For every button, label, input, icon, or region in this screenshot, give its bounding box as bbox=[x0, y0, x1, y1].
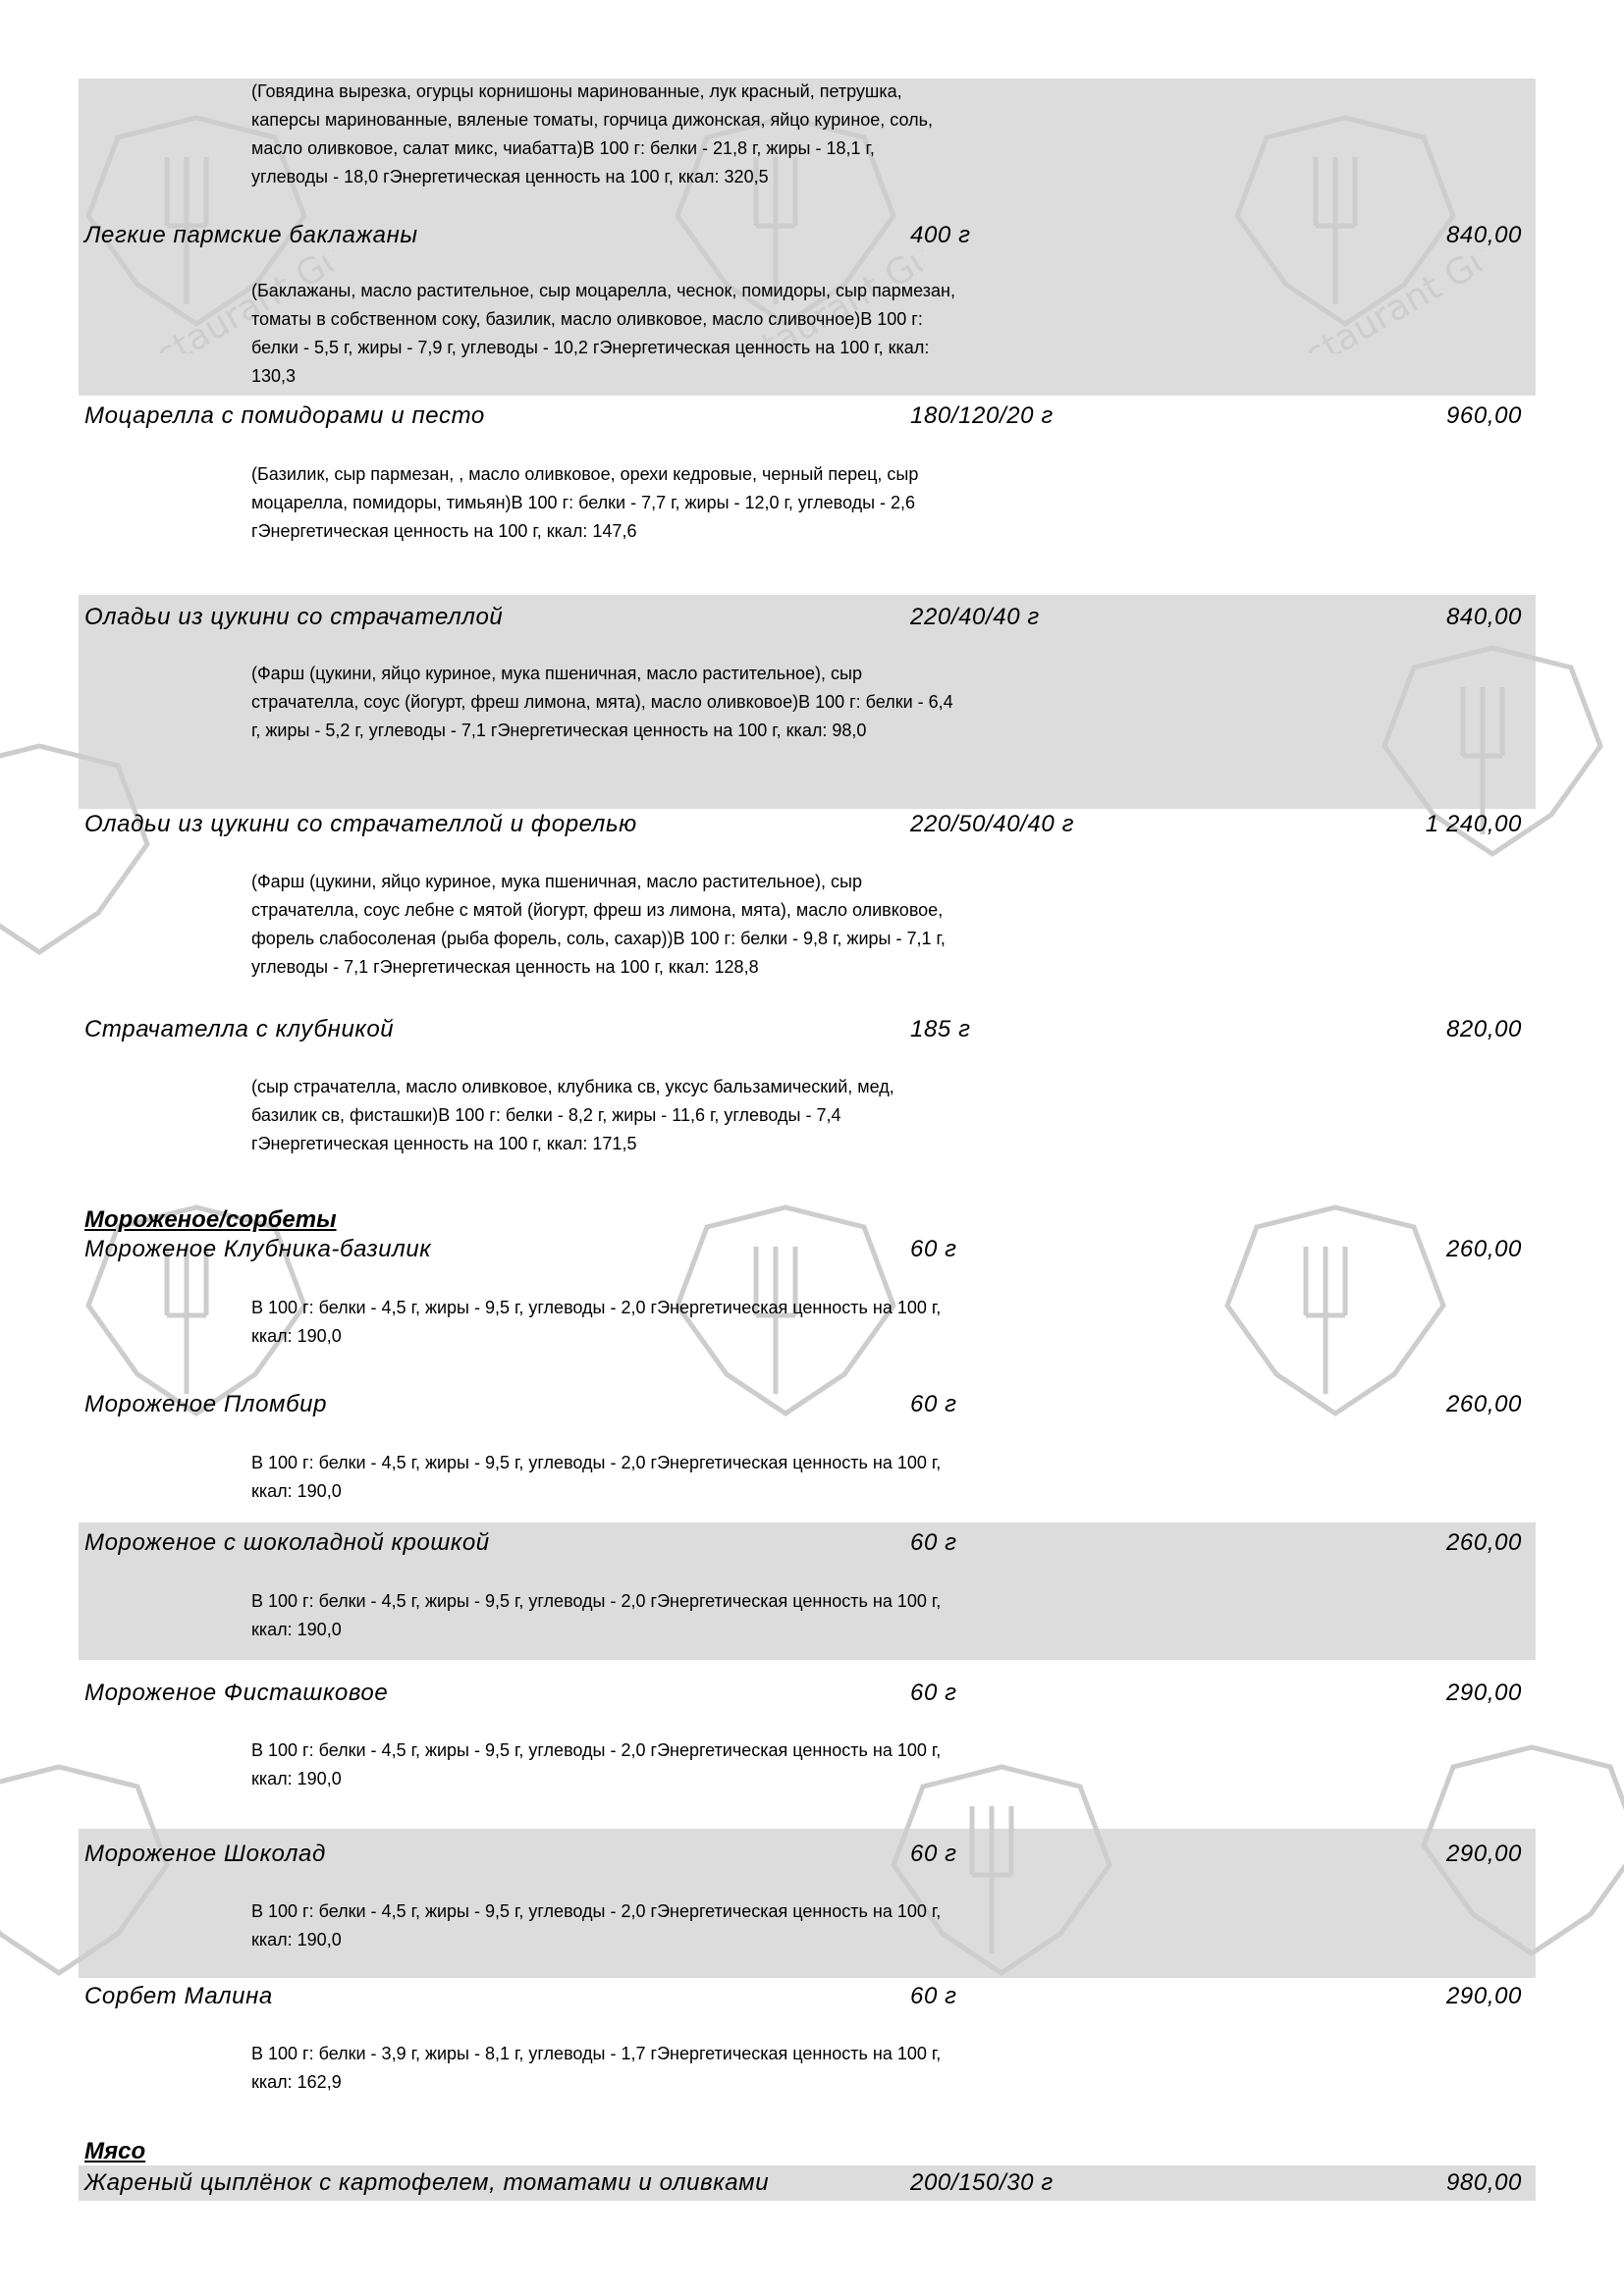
item-weight: 60 г bbox=[910, 1983, 957, 2009]
item-title: Моцарелла с помидорами и песто bbox=[84, 402, 485, 429]
item-description: (Фарш (цукини, яйцо куриное, мука пшеничная, масло растительное), сыр страчателла, соус (йогурт, фреш лимона, мята), масло оливковое)В 100 г: белки - 6,4 г, жиры - 5,2 г, углеводы - 7,1 гЭнергетическая ценность на 100 г, ккал: 98,0 bbox=[251, 664, 953, 740]
item-title: Мороженое Пломбир bbox=[84, 1391, 328, 1417]
item-weight: 60 г bbox=[910, 1680, 957, 1706]
item-title: Оладьи из цукини со страчателлой и форелью bbox=[84, 811, 637, 837]
item-price: 980,00 bbox=[1445, 2169, 1522, 2196]
item-title: Сорбет Малина bbox=[84, 1983, 273, 2009]
item-weight: 60 г bbox=[910, 1529, 957, 1556]
section-heading: Мясо bbox=[84, 2138, 146, 2164]
item-weight: 220/50/40/40 г bbox=[910, 811, 1075, 837]
item-description: (Базилик, сыр пармезан, , масло оливковое, орехи кедровые, черный перец, сыр моцарелла, помидоры, тимьян)В 100 г: белки - 7,7 г, жиры - 12,0 г, углеводы - 2,6 гЭнергетическая ценность на 100 г, ккал: 147,6 bbox=[251, 464, 919, 541]
item-price: 290,00 bbox=[1445, 1841, 1522, 1867]
item-weight: 400 г bbox=[910, 222, 971, 248]
item-title: Мороженое Шоколад bbox=[84, 1841, 326, 1867]
item-price: 260,00 bbox=[1445, 1391, 1522, 1417]
item-title: Мороженое Клубника-базилик bbox=[84, 1236, 432, 1262]
item-description: (Говядина вырезка, огурцы корнишоны маринованные, лук красный, петрушка, каперсы маринованные, вяленые томаты, горчица дижонская, яйцо куриное, соль, масло оливковое, салат микс, чиабатта)В 100 г: белки - 21,8 г, жиры - 18,1 г, углеводы - 18,0 гЭнергетическая ценность на 100 г, ккал: 320,5 bbox=[251, 81, 933, 187]
item-weight: 185 г bbox=[910, 1016, 971, 1042]
item-description: В 100 г: белки - 4,5 г, жиры - 9,5 г, углеводы - 2,0 гЭнергетическая ценность на 100 г, ккал: 190,0 bbox=[251, 1901, 942, 1949]
item-weight: 180/120/20 г bbox=[910, 402, 1054, 429]
item-weight: 220/40/40 г bbox=[910, 604, 1040, 630]
item-title: Оладьи из цукини со страчателлой bbox=[84, 604, 504, 630]
item-weight: 60 г bbox=[910, 1841, 957, 1867]
section-heading: Мороженое/сорбеты bbox=[84, 1206, 337, 1233]
item-description: (Фарш (цукини, яйцо куриное, мука пшеничная, масло растительное), сыр страчателла, соус лебне с мятой (йогурт, фреш из лимона, мята), масло оливковое, форель слабосоленая (рыба форель, соль, сахар))В 100 г: белки - 9,8 г, жиры - 7,1 г, углеводы - 7,1 гЭнергетическая ценность на 100 г, ккал: 128,8 bbox=[251, 872, 946, 977]
item-title: Жареный цыплёнок с картофелем, томатами и оливками bbox=[84, 2169, 770, 2196]
item-weight: 60 г bbox=[910, 1236, 957, 1262]
item-weight: 200/150/30 г bbox=[910, 2169, 1054, 2196]
item-title: Страчателла с клубникой bbox=[84, 1016, 395, 1042]
item-description: В 100 г: белки - 4,5 г, жиры - 9,5 г, углеводы - 2,0 гЭнергетическая ценность на 100 г, ккал: 190,0 bbox=[251, 1453, 942, 1501]
item-price: 1 240,00 bbox=[1425, 811, 1522, 837]
item-price: 290,00 bbox=[1445, 1680, 1522, 1706]
item-description: В 100 г: белки - 3,9 г, жиры - 8,1 г, углеводы - 1,7 гЭнергетическая ценность на 100 г, ккал: 162,9 bbox=[251, 2044, 942, 2092]
watermark-logo-icon bbox=[1198, 1188, 1473, 1443]
item-price: 260,00 bbox=[1445, 1236, 1522, 1262]
item-title: Мороженое Фисташковое bbox=[84, 1680, 389, 1706]
item-price: 820,00 bbox=[1445, 1016, 1522, 1042]
item-price: 840,00 bbox=[1445, 222, 1522, 248]
item-weight: 60 г bbox=[910, 1391, 957, 1417]
item-description: В 100 г: белки - 4,5 г, жиры - 9,5 г, углеводы - 2,0 гЭнергетическая ценность на 100 г, ккал: 190,0 bbox=[251, 1591, 942, 1639]
item-description: (Баклажаны, масло растительное, сыр моцарелла, чеснок, помидоры, сыр пармезан, томаты в собственном соку, базилик, масло оливковое, масло сливочное)В 100 г: белки - 5,5 г, жиры - 7,9 г, углеводы - 10,2 гЭнергетическая ценность на 100 г, ккал: 130,3 bbox=[251, 281, 955, 386]
item-title: Легкие пармские баклажаны bbox=[84, 222, 418, 248]
item-description: (сыр страчателла, масло оливковое, клубника св, уксус бальзамический, мед, базилик св, фисташки)В 100 г: белки - 8,2 г, жиры - 11,6 г, углеводы - 7,4 гЭнергетическая ценность на 100 г, ккал: 171,5 bbox=[251, 1077, 894, 1153]
item-title: Мороженое с шоколадной крошкой bbox=[84, 1529, 490, 1556]
item-price: 260,00 bbox=[1445, 1529, 1522, 1556]
item-description: В 100 г: белки - 4,5 г, жиры - 9,5 г, углеводы - 2,0 гЭнергетическая ценность на 100 г, ккал: 190,0 bbox=[251, 1298, 942, 1346]
item-price: 960,00 bbox=[1445, 402, 1522, 429]
item-description: В 100 г: белки - 4,5 г, жиры - 9,5 г, углеводы - 2,0 гЭнергетическая ценность на 100 г, ккал: 190,0 bbox=[251, 1740, 942, 1789]
item-price: 290,00 bbox=[1445, 1983, 1522, 2009]
item-price: 840,00 bbox=[1445, 604, 1522, 630]
